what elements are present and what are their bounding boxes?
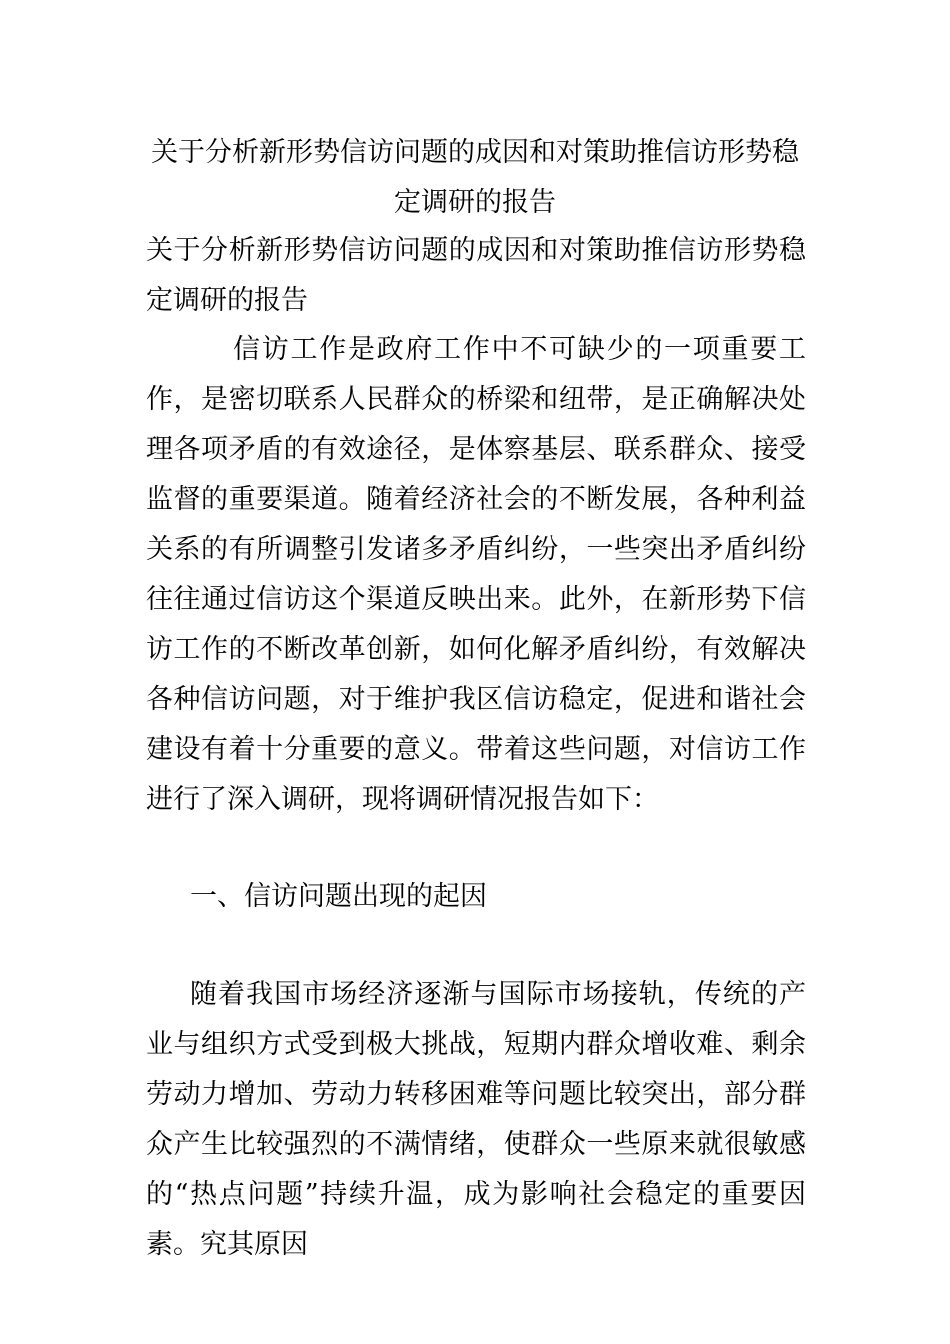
document-title: 关于分析新形势信访问题的成因和对策助推信访形势稳定调研的报告 — [151, 137, 799, 218]
intro-paragraph: 信访工作是政府工作中不可缺少的一项重要工作，是密切联系人民群众的桥梁和纽带，是正确解决处理各项矛盾的有效途径，是体察基层、联系群众、接受监督的重要渠道。随着经济社会的不断发展，各种利益关系的有所调整引发诸多矛盾纠纷，一些突出矛盾纠纷往往通过信访这个渠道反映出来。此外，在新形势下信访工作的不断改革创新，如何化解矛盾纠纷，有效解决各种信访问题，对于维护我区信访稳定，促进和谐社会建设有着十分重要的意义。带着这些问题，对信访工作进行了深入调研，现将调研情况报告如下： — [146, 334, 806, 815]
section-heading: 一、信访问题出现的起因 — [190, 881, 487, 912]
body-paragraph: 随着我国市场经济逐渐与国际市场接轨，传统的产业与组织方式受到极大挑战，短期内群众增收难、剩余劳动力增加、劳动力转移困难等问题比较突出，部分群众产生比较强烈的不满情绪，使群众一些原来就很敏感的“热点问题”持续升温，成为影响社会稳定的重要因素。究其原因 — [146, 979, 806, 1260]
document-title-repeat: 关于分析新形势信访问题的成因和对策助推信访形势稳定调研的报告 — [146, 235, 806, 316]
